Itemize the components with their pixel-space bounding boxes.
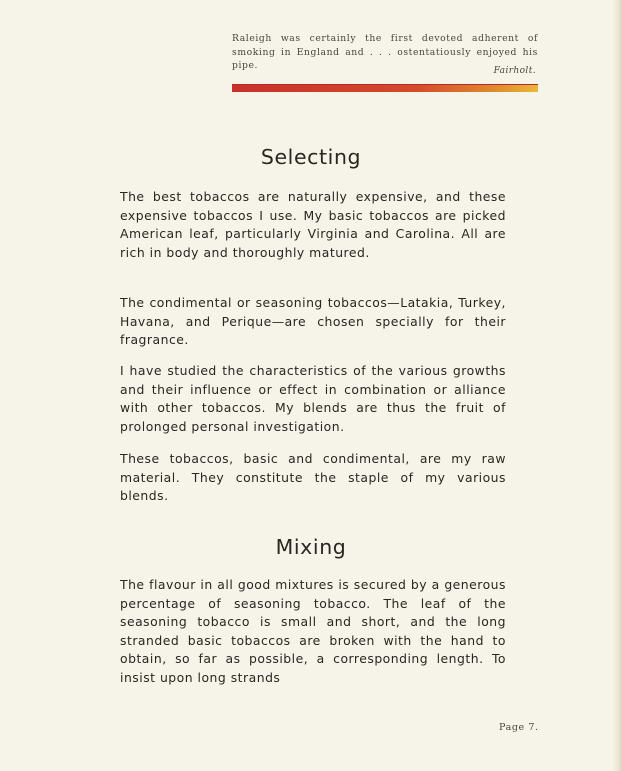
- epigraph: [232, 32, 538, 92]
- selecting-paragraph-4: These tobaccos, basic and condimental, are my raw material. They constitute the staple of my various blends.: [120, 451, 506, 503]
- selecting-paragraph-3: I have studied the characteristics of the various growths and their influence or effect in combination or alliance with other tobaccos. My blends are thus the fruit of prolonged personal investigation.: [120, 363, 506, 434]
- section-heading-mixing: Mixing: [275, 535, 347, 559]
- selecting-paragraph-1: The best tobaccos are naturally expensive, and these expensive tobaccos I use. My basic tobaccos are picked American leaf, particularly Virginia and Carolina. All are rich in body and thoroughly matured.: [120, 189, 506, 260]
- mixing-paragraph-1: The flavour in all good mixtures is secured by a generous percentage of seasoning tobacco. The leaf of the seasoning tobacco is small and short, and the long stranded basic tobaccos are broken with the hand to obtain, so far as possible, a corresponding length. To insist upon long strands: [120, 577, 506, 685]
- page-edge: [612, 0, 622, 771]
- selecting-paragraph-2: The condimental or seasoning tobaccos—Latakia, Turkey, Havana, and Perique—are chosen specially for their fragrance.: [120, 295, 506, 347]
- epigraph-text: Raleigh was certainly the first devoted adherent of smoking in England and . . . ostentatiously enjoyed his pipe.: [232, 33, 538, 71]
- page-number: Page 7.: [499, 722, 539, 733]
- epigraph-author: Fairholt.: [493, 66, 536, 76]
- section-heading-selecting: Selecting: [260, 145, 362, 169]
- epigraph-rule: [232, 84, 538, 92]
